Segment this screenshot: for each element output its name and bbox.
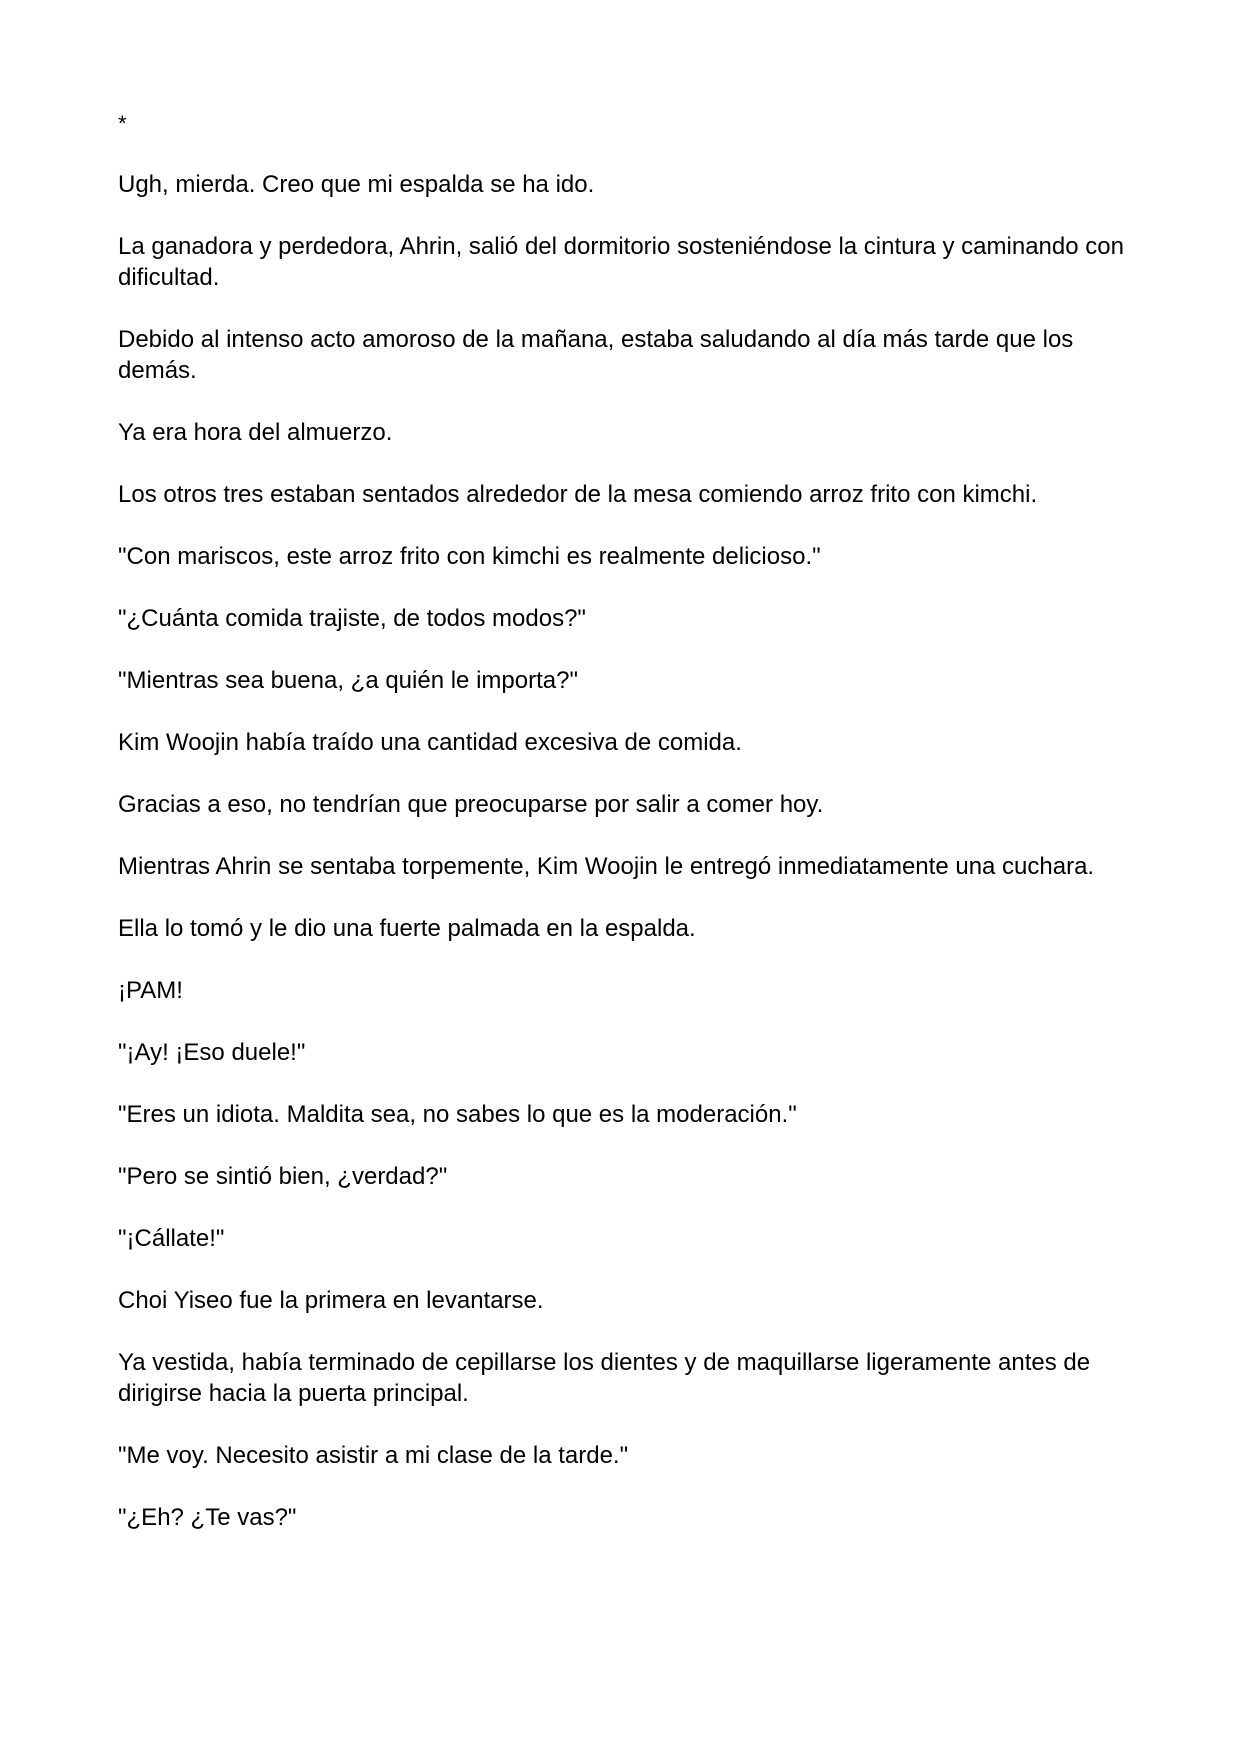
paragraph-14: "¡Ay! ¡Eso duele!" [118,1039,306,1066]
paragraph-16: "Pero se sintió bien, ¿verdad?" [118,1163,448,1190]
paragraph-10: Gracias a eso, no tendrían que preocuparse por salir a comer hoy. [118,791,824,818]
paragraph-18: Choi Yiseo fue la primera en levantarse. [118,1287,544,1314]
paragraph-20: "Me voy. Necesito asistir a mi clase de la tarde." [118,1442,629,1469]
paragraph-8: "Mientras sea buena, ¿a quién le importa?" [118,667,578,694]
paragraph-3: Debido al intenso acto amoroso de la mañana, estaba saludando al día más tarde que los demás. [118,326,1074,384]
paragraph-9: Kim Woojin había traído una cantidad excesiva de comida. [118,729,742,756]
document-body [118,110,1128,1564]
paragraph-1: Ugh, mierda. Creo que mi espalda se ha ido. [118,171,595,198]
paragraph-2: La ganadora y perdedora, Ahrin, salió del dormitorio sosteniéndose la cintura y caminando con dificultad. [118,233,1124,291]
paragraph-12: Ella lo tomó y le dio una fuerte palmada en la espalda. [118,915,696,942]
section-break-marker: * [118,111,127,136]
paragraph-11: Mientras Ahrin se sentaba torpemente, Kim Woojin le entregó inmediatamente una cuchara. [118,853,1095,880]
paragraph-15: "Eres un idiota. Maldita sea, no sabes lo que es la moderación." [118,1101,797,1128]
paragraph-21: "¿Eh? ¿Te vas?" [118,1504,297,1531]
paragraph-5: Los otros tres estaban sentados alrededor de la mesa comiendo arroz frito con kimchi. [118,481,1038,508]
paragraph-19: Ya vestida, había terminado de cepillarse los dientes y de maquillarse ligeramente antes de dirigirse hacia la puerta principal. [118,1349,1091,1407]
paragraph-6: "Con mariscos, este arroz frito con kimchi es realmente delicioso." [118,543,821,570]
paragraph-7: "¿Cuánta comida trajiste, de todos modos?" [118,605,586,632]
paragraph-4: Ya era hora del almuerzo. [118,419,393,446]
paragraph-17: "¡Cállate!" [118,1225,225,1252]
paragraph-13: ¡PAM! [118,977,183,1004]
